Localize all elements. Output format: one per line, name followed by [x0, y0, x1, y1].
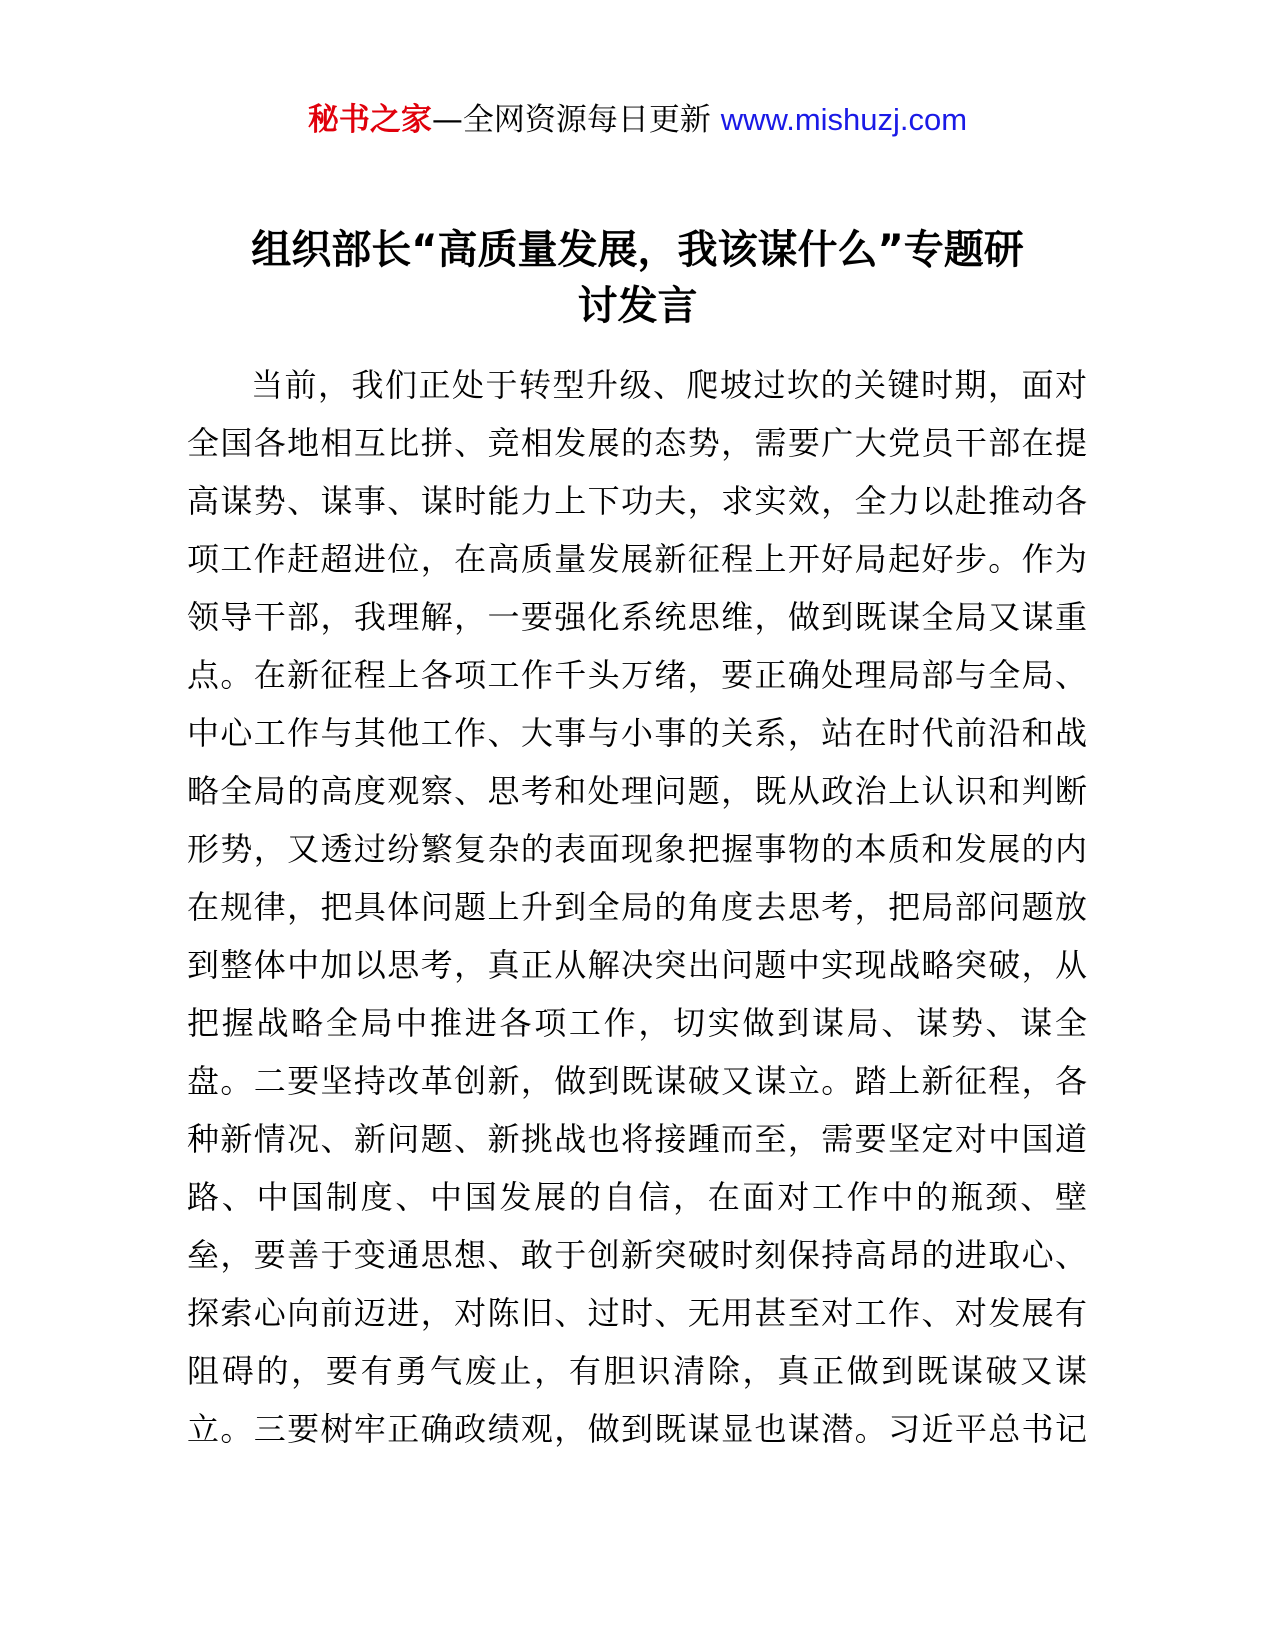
- body-line: 阻碍的，要有勇气废止，有胆识清除，真正做到既谋破又谋: [187, 1352, 1087, 1390]
- site-header: [0, 100, 1275, 140]
- document-title: [160, 222, 1115, 334]
- document-title-line-1: 组织部长“高质量发展，我该谋什么”专题研: [251, 227, 1024, 273]
- body-line: 把握战略全局中推进各项工作，切实做到谋局、谋势、谋全: [187, 1004, 1087, 1042]
- body-line: 中心工作与其他工作、大事与小事的关系，站在时代前沿和战: [187, 714, 1087, 752]
- body-line: 略全局的高度观察、思考和处理问题，既从政治上认识和判断: [187, 772, 1087, 810]
- body-line: 高谋势、谋事、谋时能力上下功夫，求实效，全力以赴推动各: [187, 482, 1087, 520]
- document-title-line-2: 讨发言: [577, 283, 698, 329]
- site-tagline: —全网资源每日更新: [431, 102, 721, 138]
- body-line: 垒，要善于变通思想、敢于创新突破时刻保持高昂的进取心、: [187, 1236, 1087, 1274]
- body-line: 点。在新征程上各项工作千头万绪，要正确处理局部与全局、: [187, 656, 1087, 694]
- body-line: 全国各地相互比拼、竞相发展的态势，需要广大党员干部在提: [187, 424, 1087, 462]
- site-brand: 秘书之家: [307, 102, 432, 138]
- body-line: 在规律，把具体问题上升到全局的角度去思考，把局部问题放: [187, 888, 1087, 926]
- body-line: 到整体中加以思考，真正从解决突出问题中实现战略突破，从: [187, 946, 1087, 984]
- body-line: 项工作赶超进位，在高质量发展新征程上开好局起好步。作为: [187, 540, 1087, 578]
- site-url-link[interactable]: www.mishuzj.com: [720, 102, 968, 137]
- body-line: 路、中国制度、中国发展的自信，在面对工作中的瓶颈、壁: [187, 1178, 1087, 1216]
- body-line: 形势，又透过纷繁复杂的表面现象把握事物的本质和发展的内: [187, 830, 1087, 868]
- body-line: 当前，我们正处于转型升级、爬坡过坎的关键时期，面对: [251, 366, 1087, 404]
- body-line: 领导干部，我理解，一要强化系统思维，做到既谋全局又谋重: [187, 598, 1087, 636]
- document-body: [187, 356, 1087, 1458]
- body-line: 立。三要树牢正确政绩观，做到既谋显也谋潜。习近平总书记: [187, 1410, 1087, 1448]
- body-line: 探索心向前迈进，对陈旧、过时、无用甚至对工作、对发展有: [187, 1294, 1087, 1332]
- body-line: 盘。二要坚持改革创新，做到既谋破又谋立。踏上新征程，各: [187, 1062, 1087, 1100]
- body-line: 种新情况、新问题、新挑战也将接踵而至，需要坚定对中国道: [187, 1120, 1087, 1158]
